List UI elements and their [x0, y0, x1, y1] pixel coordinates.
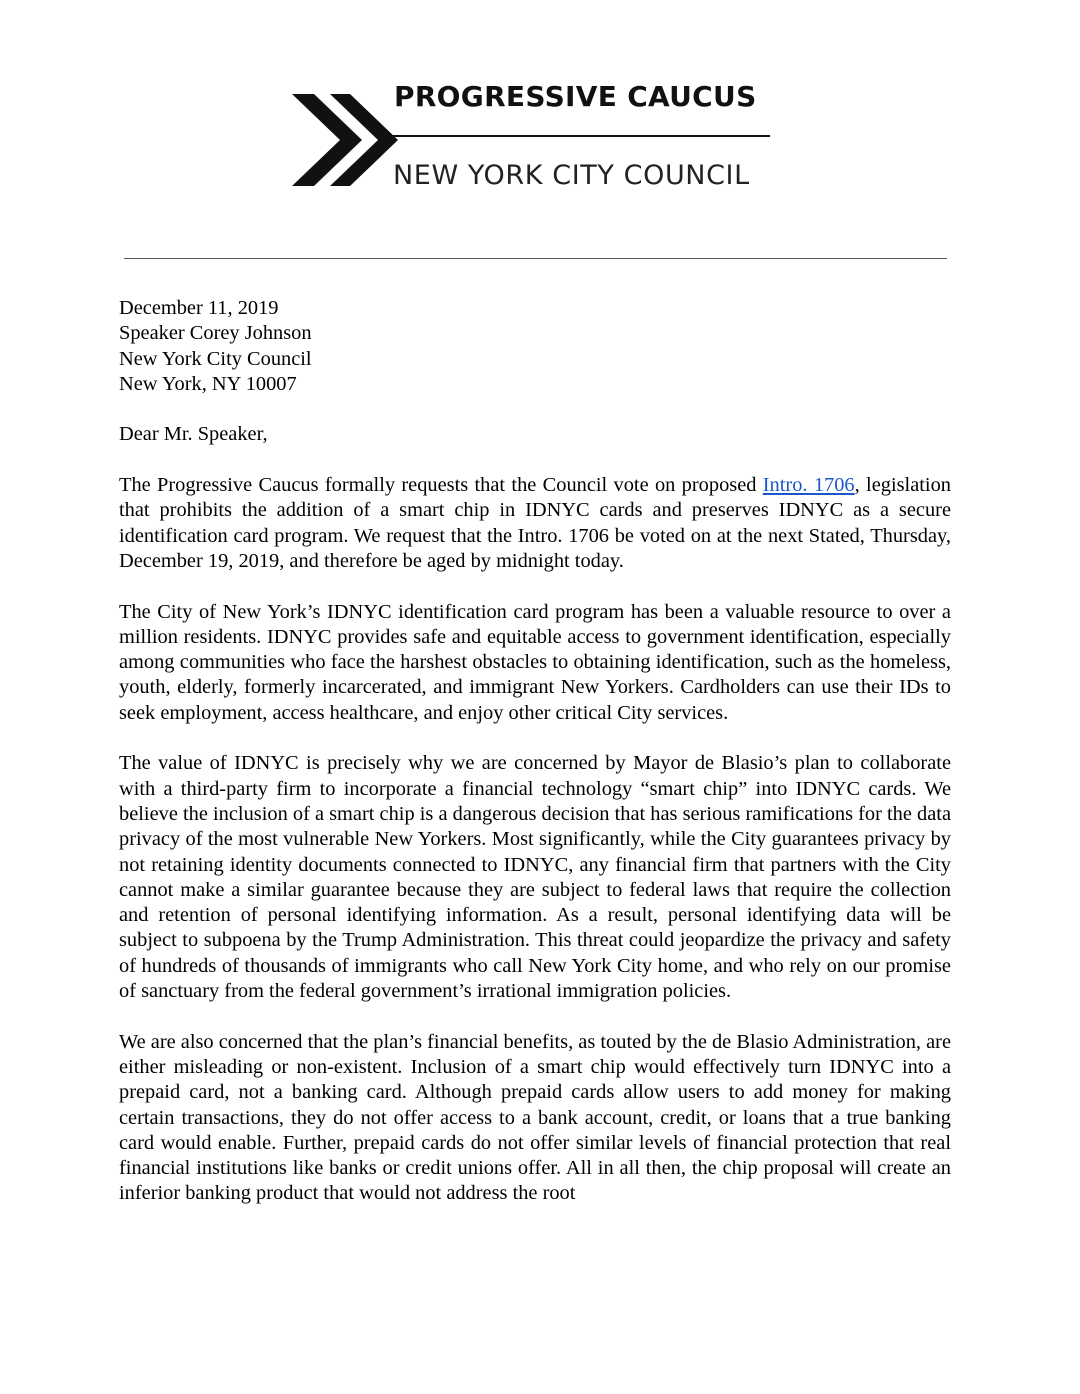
header-divider	[124, 258, 947, 259]
letter-date: December 11, 2019	[119, 297, 279, 319]
salutation: Dear Mr. Speaker,	[119, 423, 268, 446]
intro-1706-link[interactable]: Intro. 1706	[762, 474, 855, 497]
letterhead-title: PROGRESSIVE CAUCUS	[394, 80, 757, 113]
paragraph-1	[119, 473, 951, 574]
recipient-name: Speaker Corey Johnson	[119, 322, 312, 345]
paragraph-1-rest: , legislation that prohibits the addition of a smart chip in IDNYC cards and preserves IDNYC as a secure identification card program. We request that the Intro. 1706 be voted on at the next Stated, Thursday, December 19, 2019, and therefore be aged by midnight today.	[119, 474, 951, 572]
paragraph-4: We are also concerned that the plan’s financial benefits, as touted by the de Blasio Administration, are either misleading or non-existent. Inclusion of a smart chip would effectively turn IDNYC into a prepaid card, not a banking card. Although prepaid cards allow users to add money for making certain transactions, they do not offer access to a bank account, credit, or loans that a true banking card would enable. Further, prepaid cards do not offer similar levels of financial protection that real financial institutions like banks or credit unions offer. All in all then, the chip proposal will create an inferior banking product that would not address the root	[119, 1030, 951, 1205]
letterhead-rule	[392, 135, 770, 137]
letterhead-subtitle: NEW YORK CITY COUNCIL	[393, 160, 750, 191]
paragraph-2: The City of New York’s IDNYC identification card program has been a valuable resource to over a million residents. IDNYC provides safe and equitable access to government identification, especially among communities who face the harshest obstacles to obtaining identification, such as the homeless, youth, elderly, formerly incarcerated, and immigrant New Yorkers. Cardholders can use their IDs to seek employment, access healthcare, and enjoy other critical City services.	[119, 600, 951, 724]
letter-body	[119, 296, 951, 1207]
paragraph-1-intro: The Progressive Caucus formally requests that the Council vote on proposed	[119, 474, 763, 497]
paragraph-3: The value of IDNYC is precisely why we are concerned by Mayor de Blasio’s plan to collaborate with a third-party firm to incorporate a financial technology “smart chip” into IDNYC cards. We believe the inclusion of a smart chip is a dangerous decision that has serious ramifications for the data privacy of the most vulnerable New Yorkers. Most significantly, while the City guarantees privacy by not retaining identity documents connected to IDNYC, any financial firm that partners with the City cannot make a similar guarantee because they are subject to federal laws that require the collection and retention of personal identifying information. As a result, personal identifying data will be subject to subpoena by the Trump Administration. This threat could jeopardize the privacy and safety of hundreds of thousands of immigrants who call New York City home, and who rely on our promise of sanctuary from the federal government’s irrational immigration policies.	[119, 752, 951, 1003]
recipient-address: New York, NY 10007	[119, 372, 297, 395]
recipient-organization: New York City Council	[119, 347, 312, 370]
address-block	[119, 296, 951, 397]
